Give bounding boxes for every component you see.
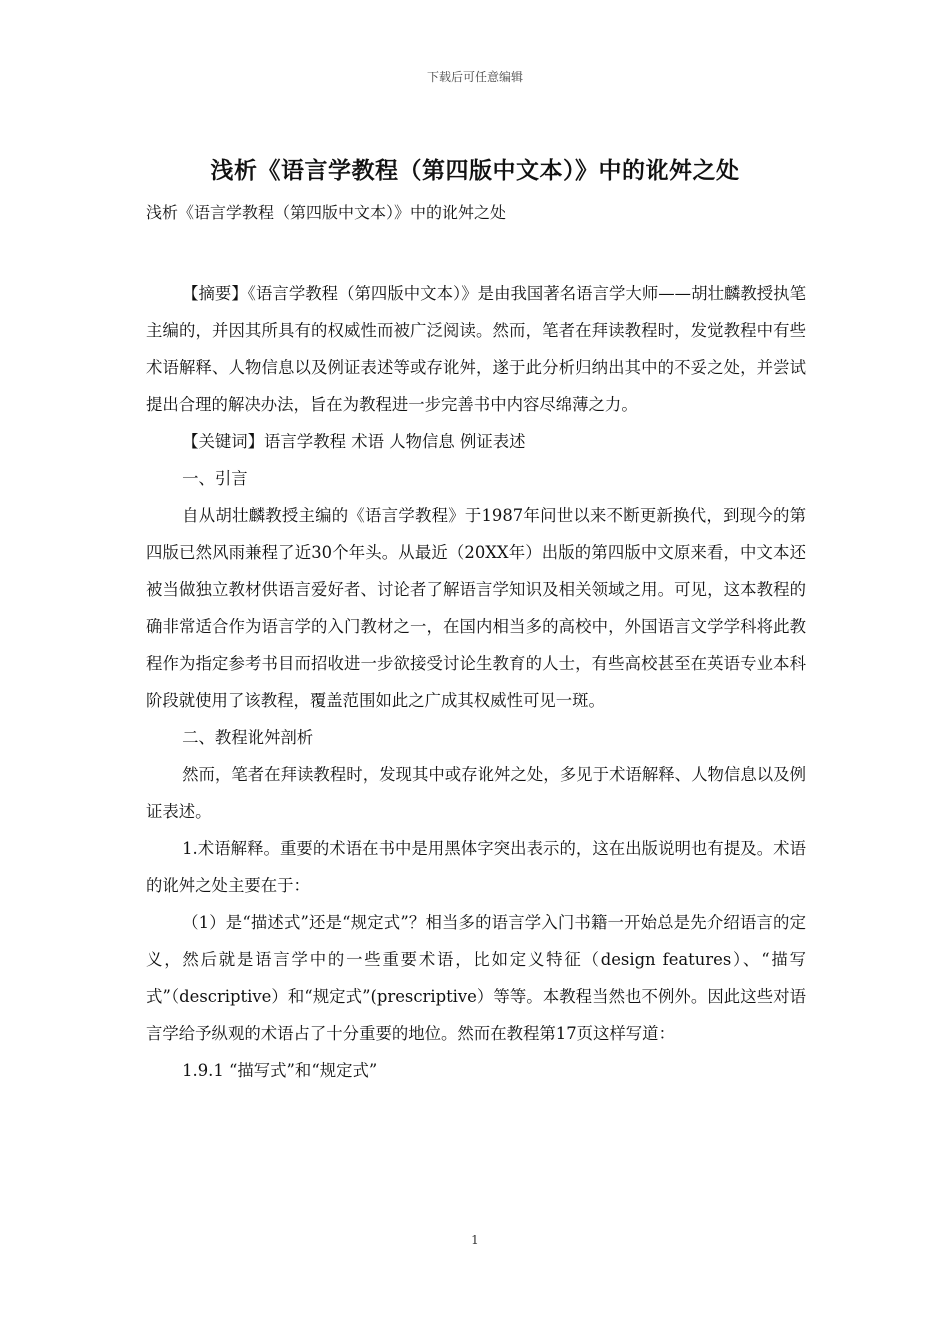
page-title: 浅析《语言学教程（第四版中文本）》中的讹舛之处 [210, 157, 740, 184]
subtitle: 浅析《语言学教程（第四版中文本）》中的讹舛之处 [146, 203, 507, 222]
keywords-paragraph: 【关键词】语言学教程 术语 人物信息 例证表述 [182, 432, 526, 451]
body-paragraph: 自从胡壮麟教授主编的《语言学教程》于1987年问世以来不断更新换代，到现今的第四版已然风雨兼程了近30个年头。从最近（20XX年）出版的第四版中文原来看，中文本还被当做独立教材供语言爱好者、讨论者了解语言学知识及相关领域之用。可见，这本教程的确非常适合作为语言学的入门教材之一，在国内相当多的高校中，外国语言文学学科将此教程作为指定参考书目而招收进一步欲接受讨论生教育的人士，有些高校甚至在英语专业本科阶段就使用了该教程，覆盖范围如此之广成其权威性可见一斑。 [146, 506, 806, 710]
header-note: 下载后可任意编辑 [426, 70, 523, 84]
page-number: 1 [471, 1233, 479, 1247]
body-paragraph: （1）是“描述式”还是“规定式”？相当多的语言学入门书籍一开始总是先介绍语言的定义，然后就是语言学中的一些重要术语，比如定义特征（design features）、“描写式”（descriptive）和“规定式”(prescriptive）等等。本教程当然也不例外。因此这些对语言学给予纵观的术语占了十分重要的地位。然而在教程第17页这样写道： [146, 913, 806, 1043]
section-heading-analysis: 二、教程讹舛剖析 [182, 728, 314, 747]
section-heading-introduction: 一、引言 [182, 469, 248, 488]
body-paragraph: 然而，笔者在拜读教程时，发现其中或存讹舛之处，多见于术语解释、人物信息以及例证表述。 [146, 765, 806, 821]
body-paragraph: 1.术语解释。重要的术语在书中是用黑体字突出表示的，这在出版说明也有提及。术语的讹舛之处主要在于： [146, 839, 806, 895]
subsection-heading: 1.9.1 “描写式”和“规定式” [182, 1061, 378, 1080]
document-body [146, 275, 806, 1089]
abstract-paragraph: 【摘要】《语言学教程（第四版中文本）》是由我国著名语言学大师——胡壮麟教授执笔主编的，并因其所具有的权威性而被广泛阅读。然而，笔者在拜读教程时，发觉教程中有些术语解释、人物信息以及例证表述等或存讹舛，遂于此分析归纳出其中的不妥之处，并尝试提出合理的解决办法，旨在为教程进一步完善书中内容尽绵薄之力。 [146, 284, 806, 414]
